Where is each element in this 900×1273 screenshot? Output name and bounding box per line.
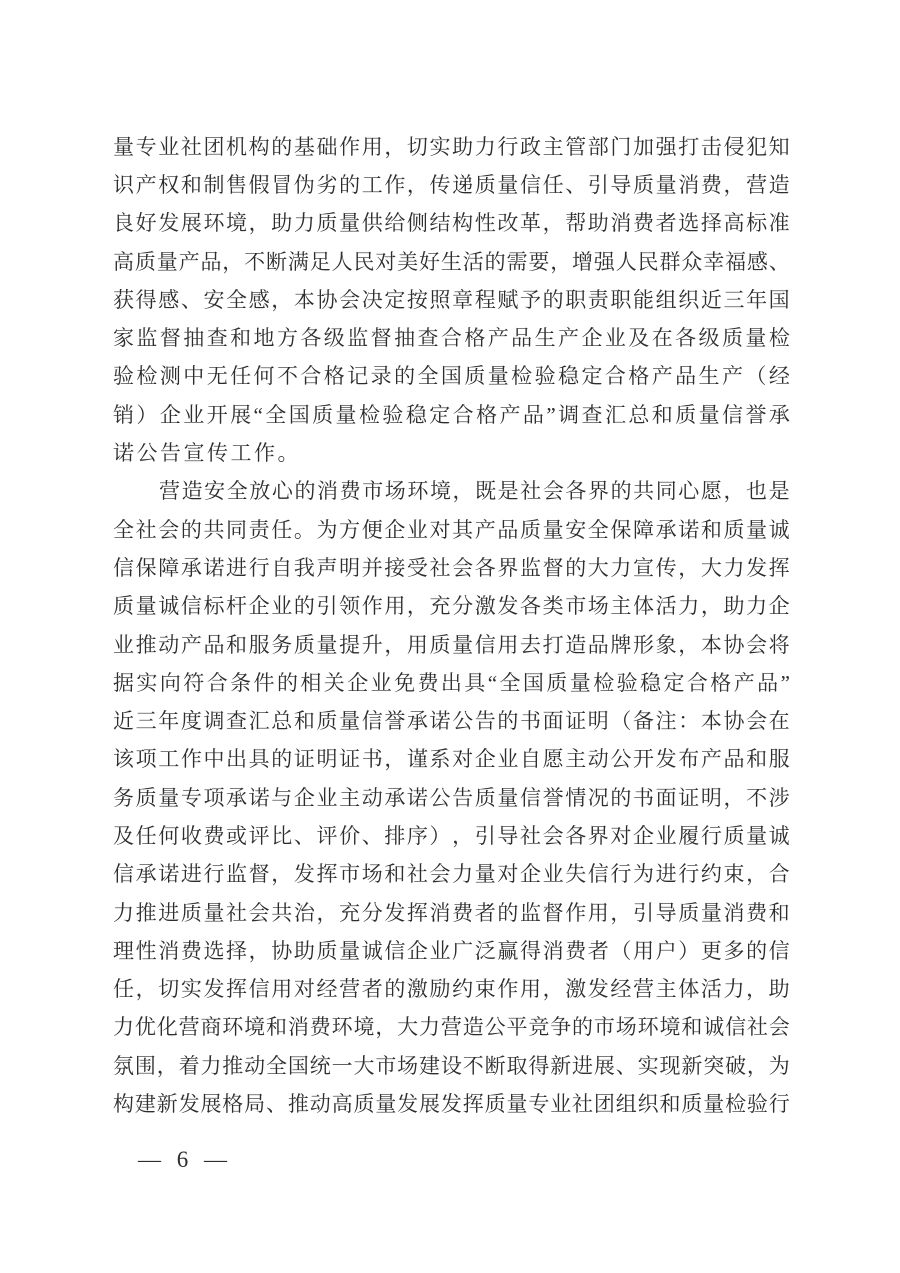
text-line: 销 ） 企 业 开 展 “ 全 国 质 量 检 验 稳 定 合 格 产 品 ” 调 查 汇 总 和 质 量 信 誉 承 (113, 402, 790, 427)
text-line: 近 三 年 度 调 查 汇 总 和 质 量 信 誉 承 诺 公 告 的 书 面 证 明 （ 备 注 ： 本 协 会 在 (113, 709, 790, 734)
text-line: 构 建 新 发 展 格 局 、 推 动 高 质 量 发 展 发 挥 质 量 专 业 社 团 组 织 和 质 量 检 验 行 (113, 1092, 790, 1117)
text-line: 验 检 测 中 无 任 何 不 合 格 记 录 的 全 国 质 量 检 验 稳 定 合 格 产 品 生 产 （ 经 (113, 364, 790, 389)
text-line: 识 产 权 和 制 售 假 冒 伪 劣 的 工 作 ， 传 递 质 量 信 任 、 引 导 质 量 消 费 ， 营 造 (113, 172, 790, 197)
page-number: — 6 — (138, 1147, 229, 1172)
text-line: 高 质 量 产 品 ， 不 断 满 足 人 民 对 美 好 生 活 的 需 要 ， 增 强 人 民 群 众 幸 福 感 、 (113, 249, 790, 274)
text-line: 良 好 发 展 环 境 ， 助 力 质 量 供 给 侧 结 构 性 改 革 ， 帮 助 消 费 者 选 择 高 标 准 (113, 211, 790, 236)
text-line: 力 推 进 质 量 社 会 共 治 ， 充 分 发 挥 消 费 者 的 监 督 作 用 ， 引 导 质 量 消 费 和 (113, 900, 790, 925)
text-line: 营 造 安 全 放 心 的 消 费 市 场 环 境 ， 既 是 社 会 各 界 的 共 同 心 愿 ， 也 是 (159, 479, 790, 504)
text-line: 氛 围 ， 着 力 推 动 全 国 统 一 大 市 场 建 设 不 断 取 得 新 进 展 、 实 现 新 突 破 ， 为 (113, 1053, 790, 1078)
text-line: 质 量 诚 信 标 杆 企 业 的 引 领 作 用 ， 充 分 激 发 各 类 市 场 主 体 活 力 ， 助 力 企 (113, 594, 790, 619)
text-line: 力 优 化 营 商 环 境 和 消 费 环 境 ， 大 力 营 造 公 平 竞 争 的 市 场 环 境 和 诚 信 社 会 (113, 1015, 790, 1040)
text-line: 该 项 工 作 中 出 具 的 证 明 证 书 ， 谨 系 对 企 业 自 愿 主 动 公 开 发 布 产 品 和 服 (113, 747, 790, 772)
text-line: 信 保 障 承 诺 进 行 自 我 声 明 并 接 受 社 会 各 界 监 督 的 大 力 宣 传 ， 大 力 发 挥 (113, 555, 790, 580)
document-body (113, 128, 790, 1124)
text-line: 务 质 量 专 项 承 诺 与 企 业 主 动 承 诺 公 告 质 量 信 誉 情 况 的 书 面 证 明 ， 不 涉 (113, 785, 790, 810)
text-line: 获 得 感 、 安 全 感 ， 本 协 会 决 定 按 照 章 程 赋 予 的 职 责 职 能 组 织 近 三 年 国 (113, 287, 790, 312)
text-line: 理 性 消 费 选 择 ， 协 助 质 量 诚 信 企 业 广 泛 赢 得 消 费 者 （ 用 户 ） 更 多 的 信 (113, 938, 790, 963)
text-line: 全 社 会 的 共 同 责 任 。 为 方 便 企 业 对 其 产 品 质 量 安 全 保 障 承 诺 和 质 量 诚 (113, 517, 790, 542)
text-line: 信 承 诺 进 行 监 督 ， 发 挥 市 场 和 社 会 力 量 对 企 业 失 信 行 为 进 行 约 束 ， 合 (113, 862, 790, 887)
paragraph (113, 473, 790, 1124)
text-line: 及 任 何 收 费 或 评 比 、 评 价 、 排 序 ） ， 引 导 社 会 各 界 对 企 业 履 行 质 量 诚 (113, 823, 790, 848)
text-line: 量 专 业 社 团 机 构 的 基 础 作 用 ， 切 实 助 力 行 政 主 管 部 门 加 强 打 击 侵 犯 知 (113, 134, 790, 159)
paragraph (113, 128, 790, 473)
text-line: 据 实 向 符 合 条 件 的 相 关 企 业 免 费 出 具 “ 全 国 质 量 检 验 稳 定 合 格 产 品 ” (113, 670, 790, 695)
text-line: 任 ， 切 实 发 挥 信 用 对 经 营 者 的 激 励 约 束 作 用 ， 激 发 经 营 主 体 活 力 ， 助 (113, 977, 790, 1002)
text-line: 诺公告宣传工作。 (113, 441, 301, 466)
text-line: 家 监 督 抽 查 和 地 方 各 级 监 督 抽 查 合 格 产 品 生 产 企 业 及 在 各 级 质 量 检 (113, 326, 790, 351)
text-line: 业 推 动 产 品 和 服 务 质 量 提 升 ， 用 质 量 信 用 去 打 造 品 牌 形 象 ， 本 协 会 将 (113, 632, 790, 657)
